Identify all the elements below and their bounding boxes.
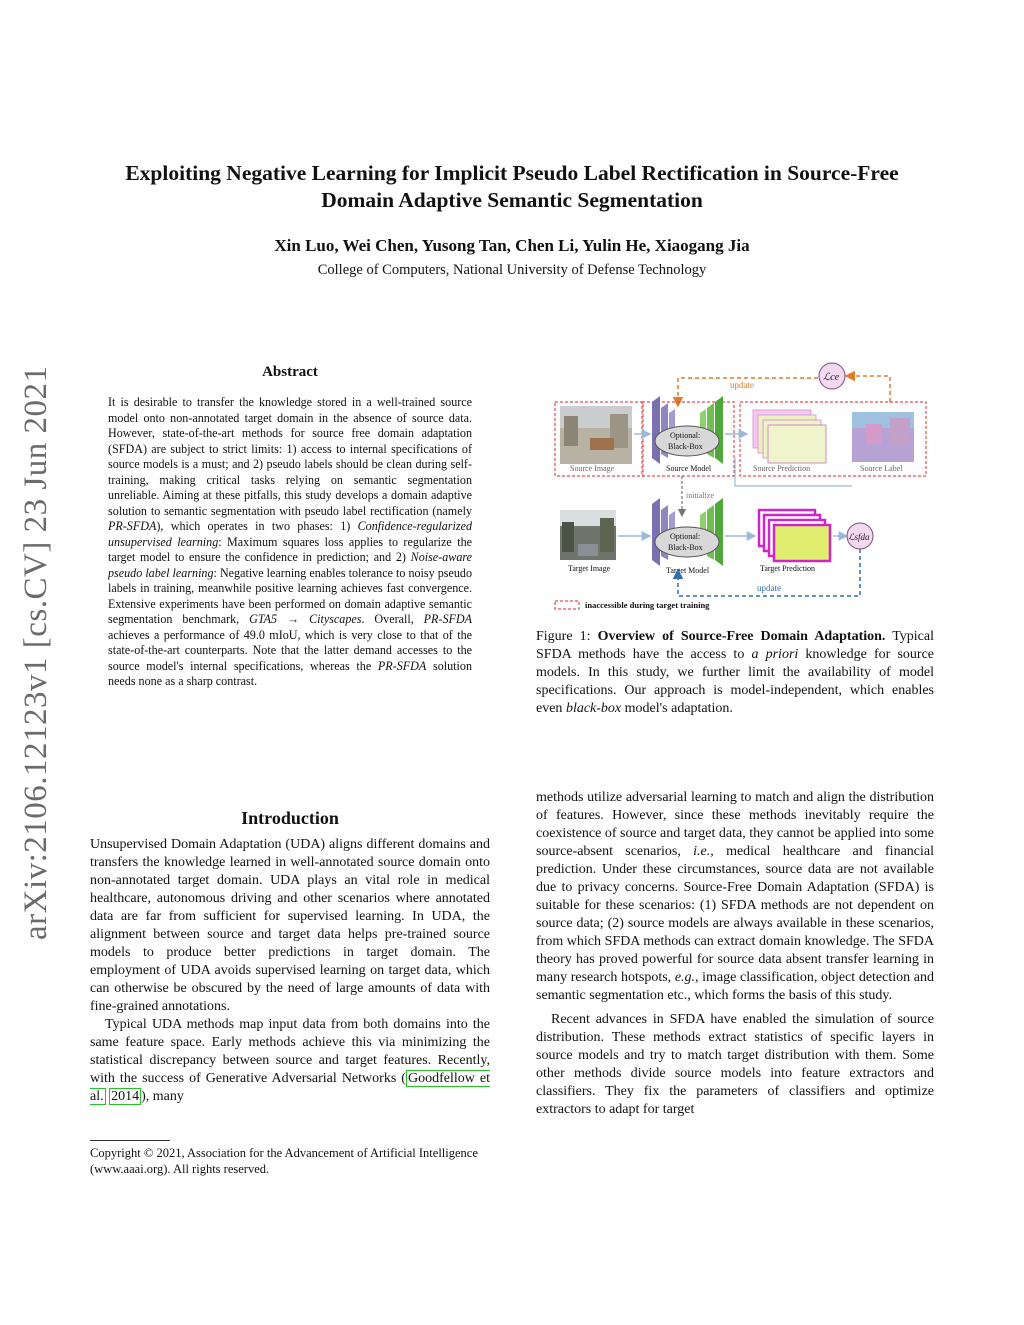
figure-1-caption: Figure 1: Overview of Source-Free Domain Adaptation. Typical SFDA methods have the access to a priori knowledge for source models. In this study, we further limit the availability of model specifications. Our approach is model-independent, which enables even black-box model's adaptation.	[536, 629, 934, 716]
source-optional-label: Optional:	[670, 431, 701, 440]
loss-sfda-label: ℒsfda	[848, 532, 870, 542]
author-list: Xin Luo, Wei Chen, Yusong Tan, Chen Li, Yulin He, Xiaogang Jia	[274, 236, 750, 255]
copyright-footnote: Copyright © 2021, Association for the Advancement of Artificial Intelligence (www.aaai.org). All rights reserved.	[90, 1146, 478, 1176]
source-image-label: Source Image	[570, 464, 615, 473]
affiliation: College of Computers, National University of Defense Technology	[317, 262, 707, 278]
paper-title: Exploiting Negative Learning for Implicit Pseudo Label Rectification in Source-Free Domain Adaptive Semantic Segmentation	[125, 161, 899, 212]
target-optional-label: Optional:	[670, 532, 701, 541]
citation-link[interactable]: Goodfellow et al.	[90, 1071, 490, 1104]
legend-swatch	[555, 601, 579, 609]
source-blackbox-label: Black-Box	[668, 442, 703, 451]
intro-paragraph-2: Typical UDA methods map input data from both domains into the same feature space. Early methods achieve this via minimizing the statistical discrepancy between source and target features. Recently, with the success of Generative Adversarial Networks ( Goodfellow et al. 2014 ), many	[90, 1017, 490, 1104]
citation-year-link[interactable]: 2014	[111, 1089, 140, 1104]
intro-paragraph-1: Unsupervised Domain Adaptation (UDA) aligns different domains and transfers the knowledge learned in well-annotated source domain onto non-annotated target domain. UDA plays an vital role in medical healthcare, autonomous driving and other scenarios where annotated data are far from sufficient for supervised learning. In UDA, the alignment between source and target data helps pre-trained source models to produce better predictions in target domain. The employment of UDA avoids supervised learning on target data, which can otherwise be obscured by the need of large amounts of data with fine-grained annotations.	[90, 837, 490, 1014]
update-label-bottom: update	[757, 583, 781, 593]
target-encoder-layer-1	[652, 498, 660, 566]
abstract-heading: Abstract	[262, 364, 318, 380]
legend-label: inaccessible during target training	[585, 600, 710, 610]
update-label-top: update	[730, 380, 754, 390]
introduction-body	[90, 836, 490, 1106]
right-paragraph-1: methods utilize adversarial learning to match and align the distribution of features. However, since these methods inevitably require the coexistence of source and target data, they cannot be applied into some source-absent scenarios, i.e., medical healthcare and financial prediction. Under these circumstances, source data are not available due to privacy concerns. Source-Free Domain Adaptation (SFDA) is suitable for these scenarios: (1) SFDA methods are not dependent on source data; (2) source models are always available in these scenarios, from which SFDA methods can extract domain knowledge. The SFDA theory has proved powerful for source data absent transfer learning in many research hotspots, e.g., image classification, object detection and semantic segmentation etc., which forms the basis of this study.	[536, 790, 934, 1003]
target-blackbox-label: Black-Box	[668, 543, 703, 552]
label-to-loss-arrow	[846, 376, 890, 402]
source-encoder-layer-1	[652, 396, 660, 464]
target-pred-sheet-4	[774, 525, 830, 561]
target-model-label: Target Model	[666, 566, 710, 575]
source-model-label: Source Model	[666, 464, 712, 473]
right-paragraph-2: Recent advances in SFDA have enabled the simulation of source distribution. These methods extract statistics of specific layers in source models and try to match target distribution with them. Some other methods divide source models into feature extractors and classifiers. They fix the parameters of classifiers and optimize extractors to adapt for target	[536, 1012, 934, 1117]
source-label-label: Source Label	[860, 464, 903, 473]
figure-1-diagram	[550, 358, 930, 616]
right-column-body	[536, 789, 934, 1119]
source-decoder-layer-1	[715, 396, 723, 464]
introduction-heading: Introduction	[241, 808, 339, 828]
target-image-label: Target Image	[568, 564, 611, 573]
initialize-label: initialize	[686, 491, 714, 500]
abstract-body: It is desirable to transfer the knowledge stored in a well-trained source model onto non-annotated target domain in the absence of source data. However, state-of-the-art methods for source free domain adaptation (SFDA) are subject to strict limits: 1) access to internal specifications of source models is a must; and 2) pseudo labels should be clean during self-training, making critical tasks relying on semantic segmentation unreliable. Aiming at these pitfalls, this study develops a domain adaptive solution to semantic segmentation with pseudo label rectification (namely PR-SFDA), which operates in two phases: 1) Confidence-regularized unsupervised learning: Maximum squares loss applies to regularize the target model to ensure the confidence in prediction; and 2) Noise-aware pseudo label learning: Negative learning enables tolerance to noisy pseudo labels in training, meanwhile positive learning achieves fast convergence. Extensive experiments have been performed on domain adaptive semantic segmentation benchmark, GTA5 → Cityscapes. Overall, PR-SFDA achieves a performance of 49.0 mIoU, which is very close to that of the state-of-the-art counterparts. Note that the latter demand accesses to the source model's internal specifications, whereas the PR-SFDA solution needs none as a sharp contrast.	[108, 395, 473, 688]
target-prediction-label: Target Prediction	[760, 564, 816, 573]
source-pred-sheet-4	[768, 425, 826, 463]
target-decoder-layer-1	[715, 498, 723, 566]
loss-ce-label: ℒce	[823, 372, 840, 383]
arxiv-identifier: arXiv:2106.12123v1 [cs.CV] 23 Jun 2021	[18, 365, 54, 940]
source-prediction-label: Source Prediction	[753, 464, 811, 473]
footnote-divider	[90, 1140, 170, 1141]
